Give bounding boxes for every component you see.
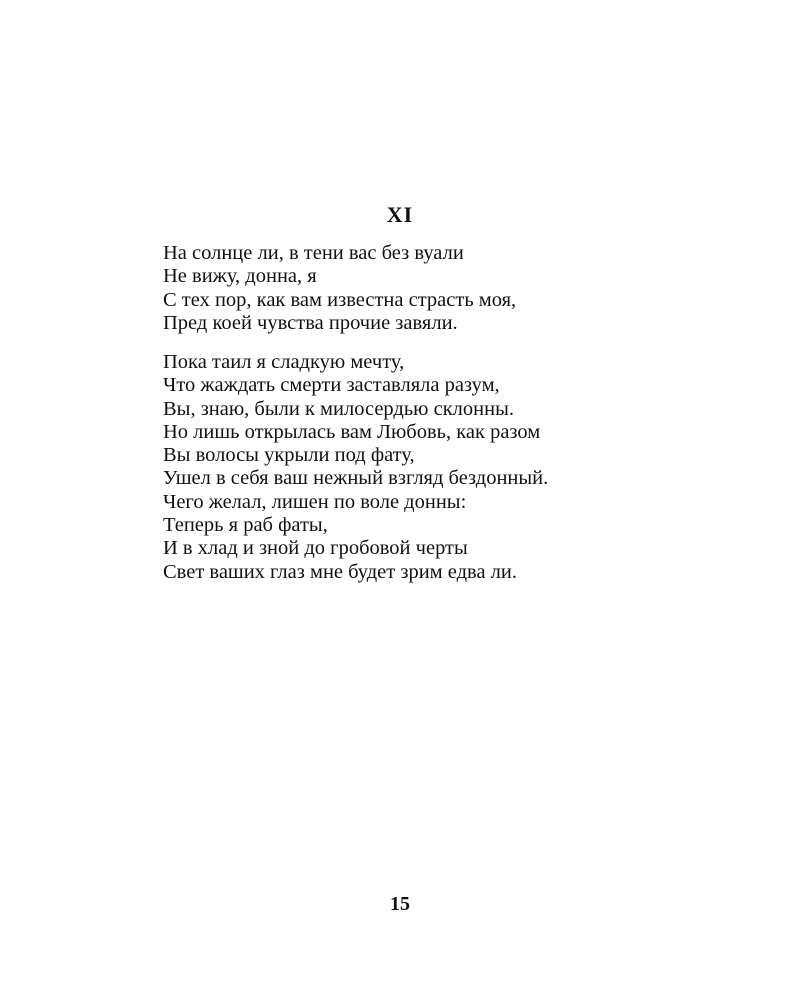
verse-line: Вы волосы укрыли под фату,	[163, 444, 415, 467]
stanza-1	[163, 242, 516, 335]
verse-line: Теперь я раб фаты,	[163, 514, 328, 537]
verse-line: Свет ваших глаз мне будет зрим едва ли.	[163, 560, 517, 583]
verse-line: Но лишь открылась вам Любовь, как разом	[163, 420, 541, 443]
verse-line: Вы, знаю, были к милосердью склонны.	[163, 397, 515, 420]
verse-line: Что жаждать смерти заставляла разум,	[163, 374, 500, 397]
verse-line: С тех пор, как вам известна страсть моя,	[163, 288, 517, 311]
verse-line: Пока таил я сладкую мечту,	[163, 351, 405, 373]
page-number: 15	[390, 893, 410, 915]
poem-title: XI	[386, 202, 414, 227]
stanza-2	[163, 351, 548, 584]
verse-line: И в хлад и зной до гробовой черты	[163, 537, 468, 560]
verse-line: Ушел в себя ваш нежный взгляд бездонный.	[163, 467, 549, 490]
verse-line: Чего желал, лишен по воле донны:	[163, 490, 467, 513]
verse-line: На солнце ли, в тени вас без вуали	[163, 242, 464, 264]
verse-line: Не вижу, донна, я	[163, 265, 317, 288]
verse-line: Пред коей чувства прочие завяли.	[163, 311, 458, 334]
